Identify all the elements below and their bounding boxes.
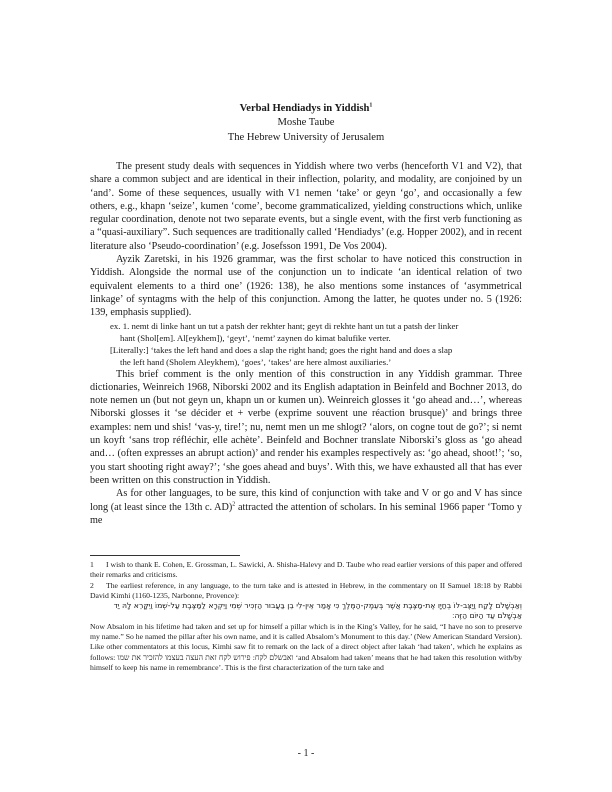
paragraph-3: This brief comment is the only mention of this construction in any Yiddish grammar. Three dictionaries, Weinreich 1968, Niborski 2002 and its English adaptation in Beinfeld and Bochner 2013, do note nemen un (but not geyn un, khapn un or kumen un). Weinreich glosses it ‘go ahead and…’, whereas Niborski glosses it ‘se décider et + verbe (exprime souvent une réaction brusque)’ and brings three examples: nem und shis! ‘vas-y, tire!’; nu, nemt men un me shlogt? ‘alors, on cogne tout de go?’; si nemt un koyft ‘sans trop réfléchir, elle achète’. Beinfeld and Bochner translate Niborski’s gloss as ‘go ahead and… (often expresses an abrupt action)’ and render his examples respectively as: ‘go ahead, shoot!’; ‘so, you start shooting right away?’; ‘she goes ahead and buys’. With this, we have exhausted all that has ever been written on this construction in Yiddish. — [90, 368, 522, 486]
footnote-1-number: 1 — [90, 560, 94, 569]
footnote-2-marker: 2 — [232, 501, 236, 508]
paragraph-2: Ayzik Zaretski, in his 1926 grammar, was the first scholar to have noticed this construction in Yiddish. Alongside the normal use of the conjunction un to indicate ‘an identical relation of two equivalent elements to a third one’ (1926: 138), he also mentions some instances of ‘asymmetrical linkage’ of syntagms with the help of this conjunction. Among the latter, he quotes under no. 5 (1926: 139, emphasis supplied). — [90, 254, 522, 319]
footnote-2-hebrew-quote: וְאַבְשָׁלֹם לָקַח וַיַּצֶּב-לוֹ בְחַיָּו אֶת-מַצֶּבֶת אֲשֶׁר בְּעֵמֶק-הַמֶּלֶךְ כִּי אָמַר אֵין-לִי בֵן בַּעֲבוּר הַזְכִּיר שְׁמִי וַיִּקְרָא לַמַּצֶּבֶת עַל-שְׁמוֹ וַיִּקָּרֵא לָהּ יַד אַבְשָׁלֹם עַד הַיּוֹם הַזֶּה׃ — [113, 601, 522, 621]
institution: The Hebrew University of Jerusalem — [227, 132, 385, 143]
footnote-separator — [90, 555, 240, 556]
example-line-1: ex. 1. nemt di linke hant un tut a patsh der rekhter hant; geyt di rekhte hant un tut a patsh der linker — [110, 320, 459, 331]
example-line-4: the left hand (Sholem Aleykhem), ‘goes’, ‘takes’ are here almost auxiliaries.’ — [120, 356, 392, 367]
author-name: Moshe Taube — [277, 117, 335, 128]
footnote-2-number: 2 — [90, 580, 94, 590]
paragraph-4: As for other languages, to be sure, this kind of conjunction with take and V or go and V has since long (at least since the 13th c. AD)$^2$ attracted the attention of scholars. In his seminal 1966 paper ‘Tomo y me — [90, 488, 522, 526]
example-line-3: [Literally:] ‘takes the left hand and does a slap the right hand; goes the right hand and does a slap — [110, 344, 453, 355]
footnote-1-text: I wish to thank E. Cohen, E. Grossman, L. Sawicki, A. Shisha-Halevy and D. Taube who read earlier versions of this paper and offered their remarks and criticisms. — [90, 560, 522, 580]
footnote-2 — [90, 581, 522, 602]
footnotes — [90, 560, 522, 673]
paragraph-1: The present study deals with sequences in Yiddish where two verbs (henceforth V1 and V2), that share a common subject and are identical in their inflection, polarity, and modality, are conjoined by un ‘and’. Some of these sequences, usually with V1 nemen ‘take’ or geyn ‘go’, and occasionally a few others, e.g., khapn ‘seize’, kumen ‘come’, become grammaticalized, yielding constructions which, unlike regular coordination, denote not two separate events, but a single event, with the first verb functioning as a “quasi-auxiliary”. Such sequences are traditionally called ‘Hendiadys’ (e.g. Hopper 2002), and in recent literature also ‘Pseudo-coordination’ (e.g. Josefsson 1991, De Vos 2004). — [90, 161, 522, 252]
footnote-2-text: The earliest reference, in any language, to the turn take and is attested in Hebrew, in the commentary on II Samuel 18:18 by Rabbi David Kimhi (1160-1235, Narbonne, Provence): — [90, 580, 522, 600]
footnote-1 — [90, 560, 522, 581]
page-number: - 1 - — [297, 748, 315, 759]
body-text — [90, 160, 522, 527]
title-footnote-marker: 1 — [369, 102, 373, 109]
footnote-2-translation: Now Absalom in his lifetime had taken and set up for himself a pillar which is in the King’s Valley, for he said, “I have no son to preserve my name.” So he named the pillar after his own name, and it is called Absalom’s Monument to this day.’ (New American Standard Version). Like other commentators at this locus, Kimhi saw fit to remark on the lack of a direct object after lakah ‘had taken’, which he explains as follows: ואבשלם לקח: פירוש לקח זאת העצה בעצמו להזכיר את שמו ‘and Absalom had taken’ means that he had taken this resolution with/by himself to keep his name in remembrance’. This is the first characterization of the turn take and — [90, 621, 522, 672]
example-line-2: hant (Shol[em]. Al[eykhem]), ‘geyt’, ‘nemt’ zaynen do kimat balufike verter. — [120, 332, 391, 343]
paper-title: Verbal Hendiadys in Yiddish$^1$ — [239, 102, 373, 114]
